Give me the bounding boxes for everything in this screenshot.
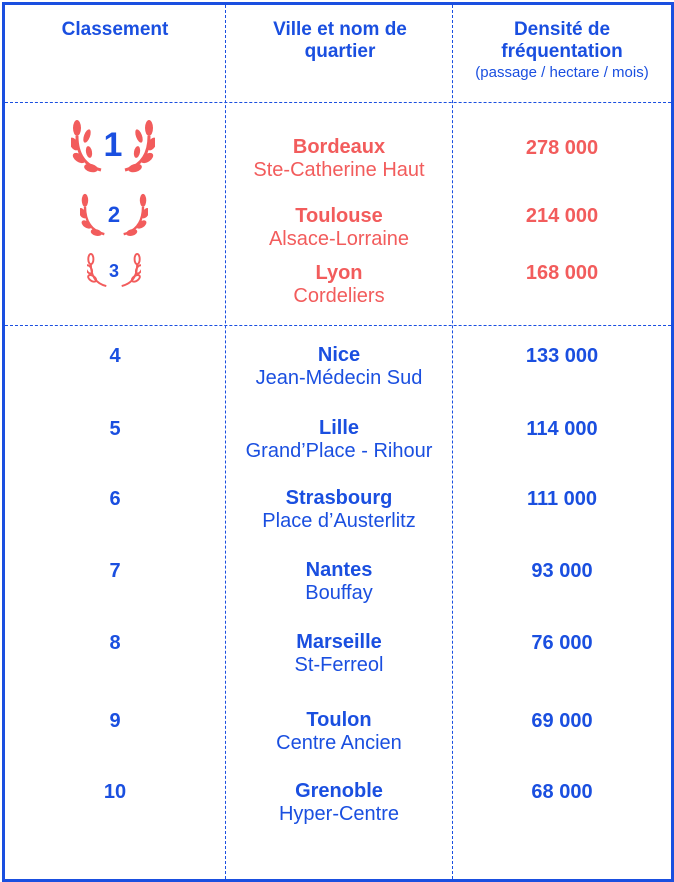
city-name: Lyon <box>315 262 363 284</box>
rank-number: 6 <box>109 488 121 510</box>
density-value: 93 000 <box>531 560 593 582</box>
city-name: Toulouse <box>295 205 383 227</box>
header-density <box>453 19 671 83</box>
table-row <box>226 631 452 677</box>
district-name: Alsace-Lorraine <box>268 228 410 250</box>
table-row <box>226 780 452 826</box>
podium-rank-1: 1 <box>103 126 123 164</box>
table-row <box>226 487 452 533</box>
header-density-unit: (passage / hectare / mois) <box>475 64 649 81</box>
density-value: 68 000 <box>531 781 593 803</box>
district-name: St-Ferreol <box>294 654 384 676</box>
district-name: Cordeliers <box>293 285 385 307</box>
table-row <box>226 559 452 605</box>
rank-number: 10 <box>103 781 127 803</box>
ranking-table <box>2 2 674 882</box>
header-city: Ville et nom de quartier <box>273 19 407 62</box>
district-name: Jean-Médecin Sud <box>255 367 423 389</box>
city-name: Grenoble <box>295 780 383 802</box>
rank-number: 5 <box>109 418 121 440</box>
city-name: Marseille <box>296 631 382 653</box>
density-value: 278 000 <box>525 137 599 159</box>
district-name: Grand’Place - Rihour <box>245 440 433 462</box>
rank-number: 9 <box>109 710 121 732</box>
podium-divider <box>5 325 671 326</box>
table-row <box>226 417 452 463</box>
rank-number: 7 <box>109 560 121 582</box>
header-rank: Classement <box>61 19 169 40</box>
podium-row-3 <box>226 262 452 308</box>
podium-row-1 <box>226 136 452 182</box>
density-value: 111 000 <box>526 488 598 510</box>
rank-number: 8 <box>109 632 121 654</box>
district-name: Bouffay <box>305 582 373 604</box>
city-name: Nice <box>317 344 361 366</box>
podium-row-2 <box>226 205 452 251</box>
district-name: Place d’Austerlitz <box>262 510 416 532</box>
table-row <box>226 709 452 755</box>
city-name: Bordeaux <box>292 136 386 158</box>
density-value: 133 000 <box>525 345 599 367</box>
rank-number: 4 <box>109 345 121 367</box>
header-divider <box>5 102 671 103</box>
density-value: 69 000 <box>531 710 593 732</box>
city-name: Toulon <box>306 709 372 731</box>
podium-rank-2: 2 <box>107 202 121 227</box>
district-name: Hyper-Centre <box>278 803 400 825</box>
district-name: Centre Ancien <box>276 732 402 754</box>
density-value: 168 000 <box>525 262 599 284</box>
podium-rank-3: 3 <box>108 261 119 281</box>
city-name: Strasbourg <box>285 487 393 509</box>
city-name: Lille <box>318 417 359 439</box>
density-value: 214 000 <box>525 205 599 227</box>
table-row <box>226 344 452 390</box>
density-value: 76 000 <box>531 632 593 654</box>
density-value: 114 000 <box>526 418 598 440</box>
district-name: Ste-Catherine Haut <box>253 159 425 181</box>
header-density-title: Densité de fréquentation <box>501 19 623 62</box>
city-name: Nantes <box>305 559 373 581</box>
